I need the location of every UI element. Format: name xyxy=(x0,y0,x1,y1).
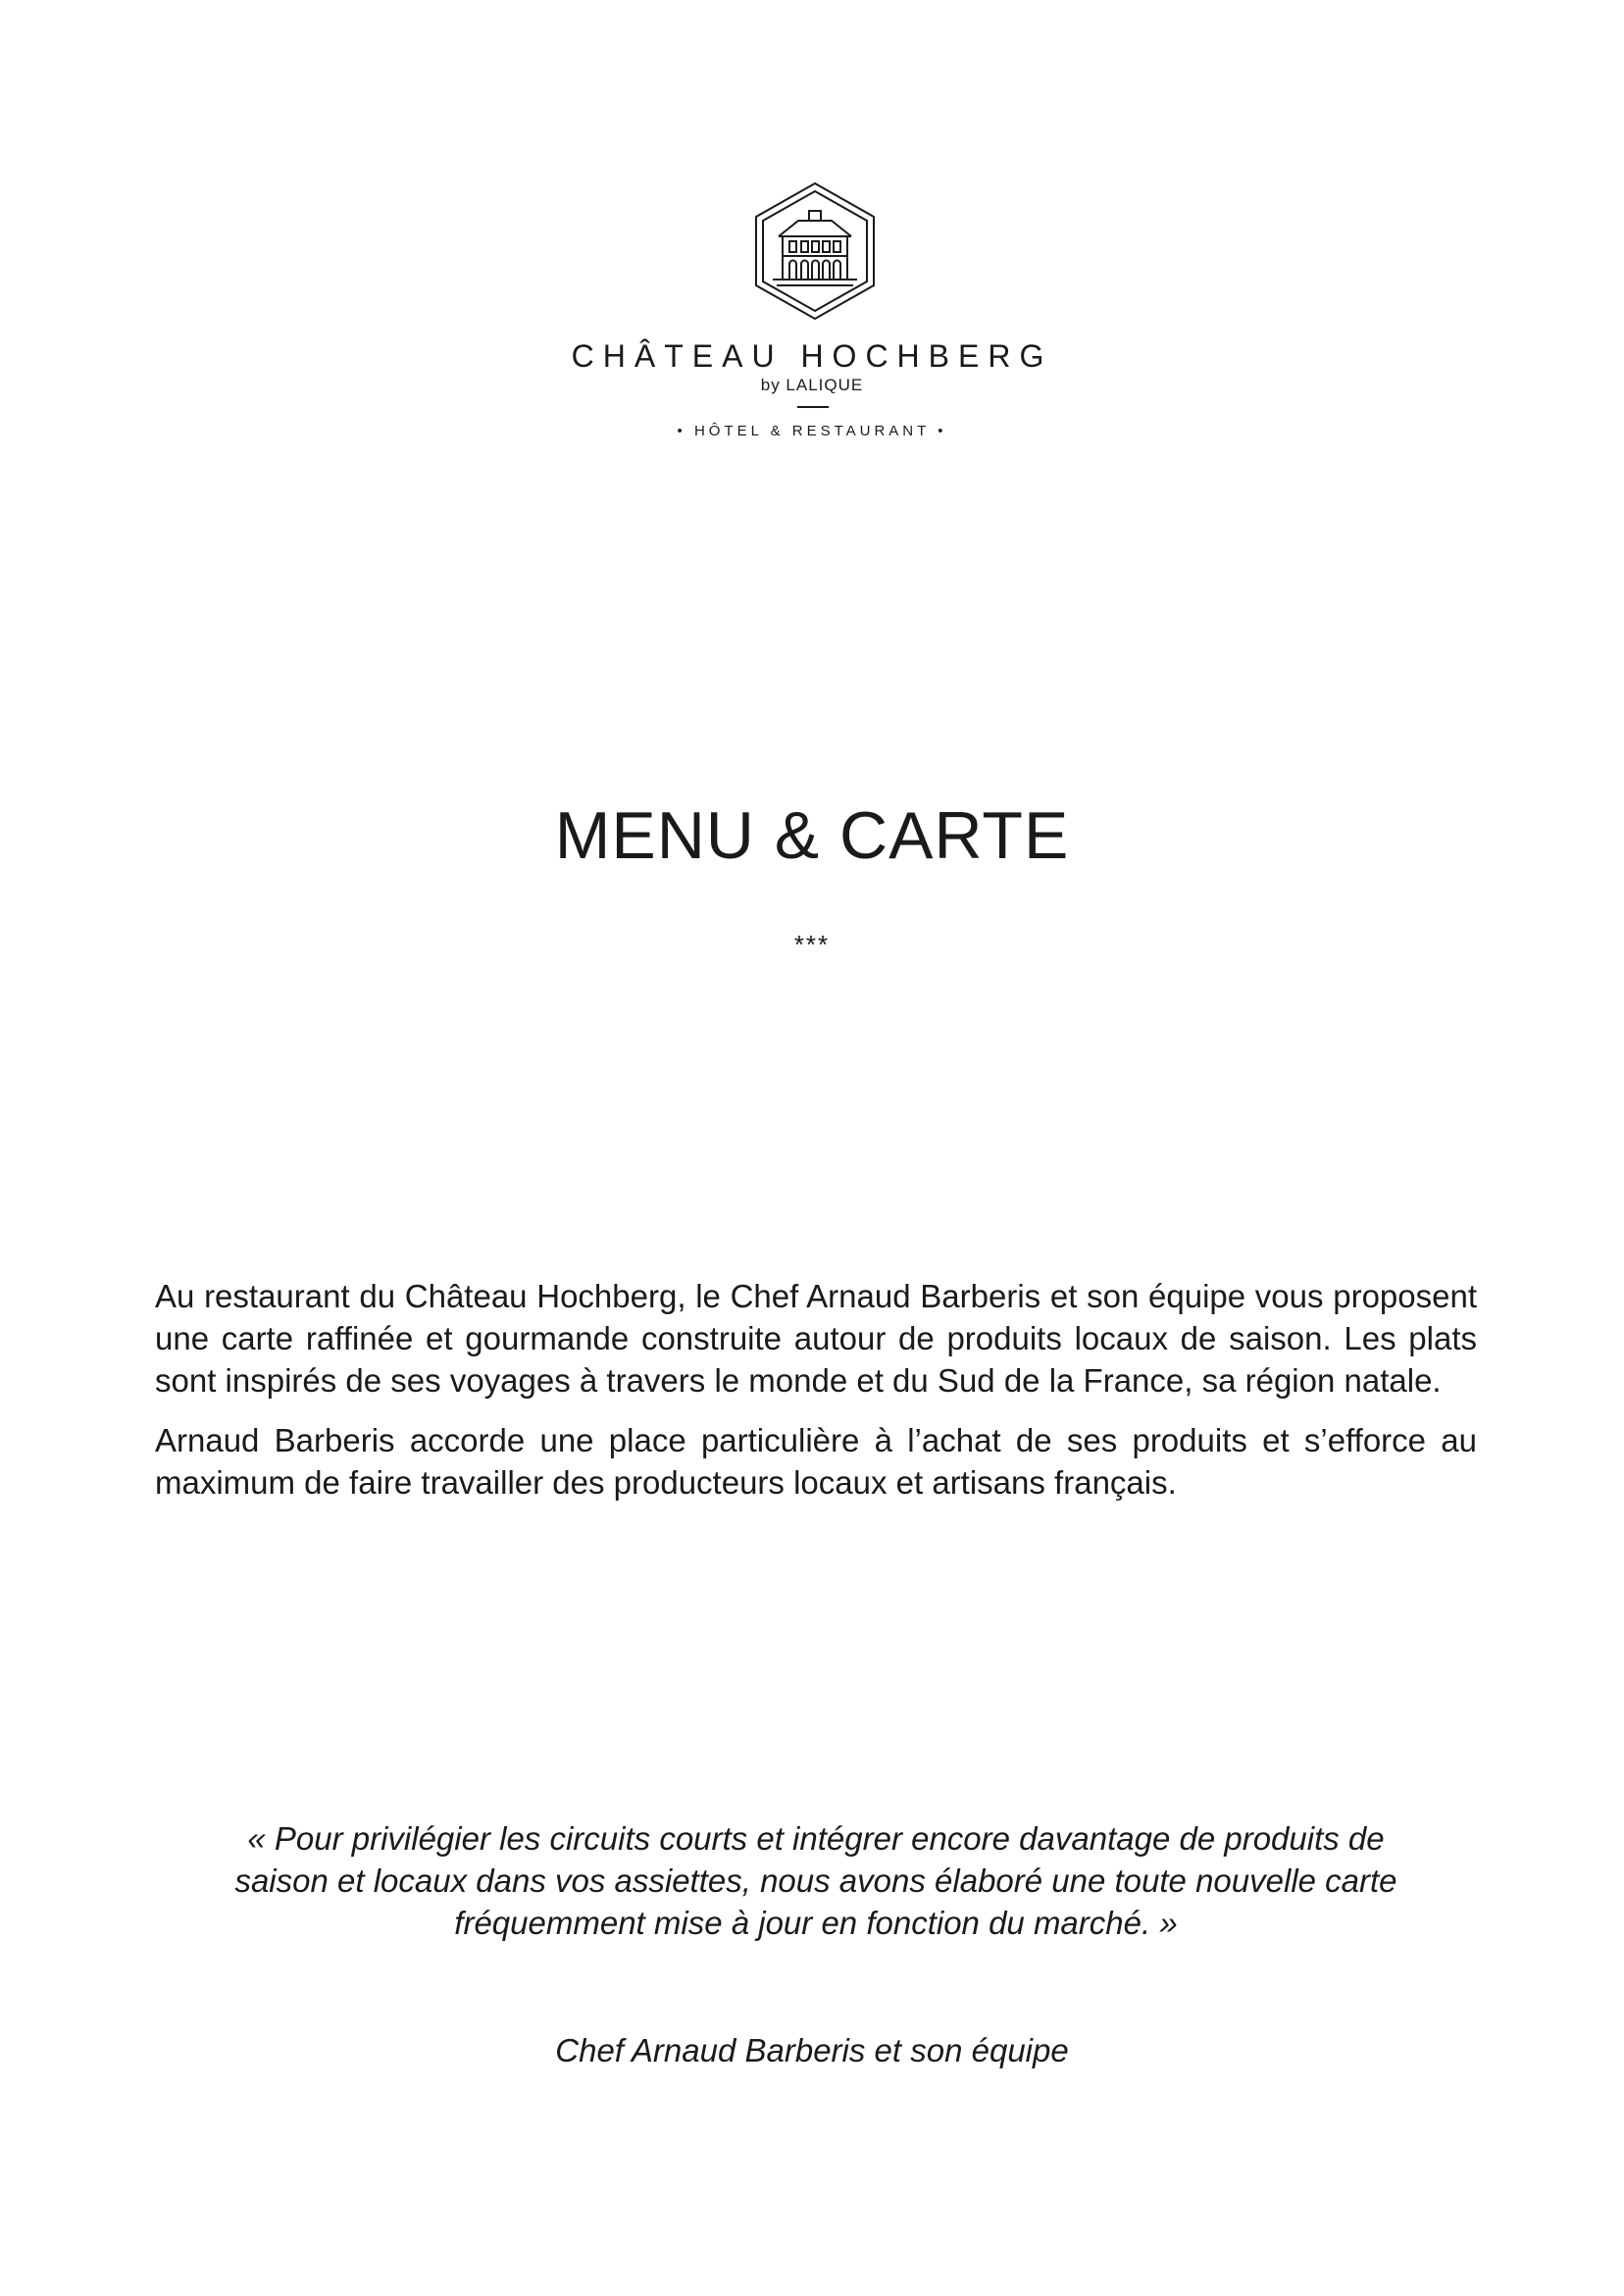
signature: Chef Arnaud Barberis et son équipe xyxy=(555,2032,1069,2068)
page-title: MENU & CARTE xyxy=(554,798,1070,873)
chef-quote xyxy=(155,1817,1477,1944)
intro-paragraph: Au restaurant du Château Hochberg, le Chef Arnaud Barberis et son équipe vous proposent une carte raffinée et gourmande construite autour de produits locaux de saison. Les plats sont inspirés de ses voyages à travers le monde et du Sud de la France, sa région natale. xyxy=(155,1278,1477,1399)
quote-line: fréquemment mise à jour en fonction du marché. » xyxy=(454,1905,1178,1941)
quote-line: « Pour privilégier les circuits courts et intégrer encore davantage de produits de xyxy=(247,1820,1385,1857)
brand-name: CHÂTEAU HOCHBERG xyxy=(571,338,1053,374)
intro-text xyxy=(155,1275,1477,1521)
brand-tagline: • HÔTEL & RESTAURANT • xyxy=(677,423,947,439)
brand-byline: by LALIQUE xyxy=(760,376,864,394)
title-ornament: *** xyxy=(793,930,831,959)
chateau-hexagon-logo-icon xyxy=(753,181,877,321)
quote-line: saison et locaux dans vos assiettes, nous avons élaboré une toute nouvelle carte xyxy=(234,1862,1397,1899)
intro-paragraph: Arnaud Barberis accorde une place particulière à l’achat de ses produits et s’efforce au maximum de faire travailler des producteurs locaux et artisans français. xyxy=(155,1422,1477,1501)
brand-divider xyxy=(797,406,829,408)
